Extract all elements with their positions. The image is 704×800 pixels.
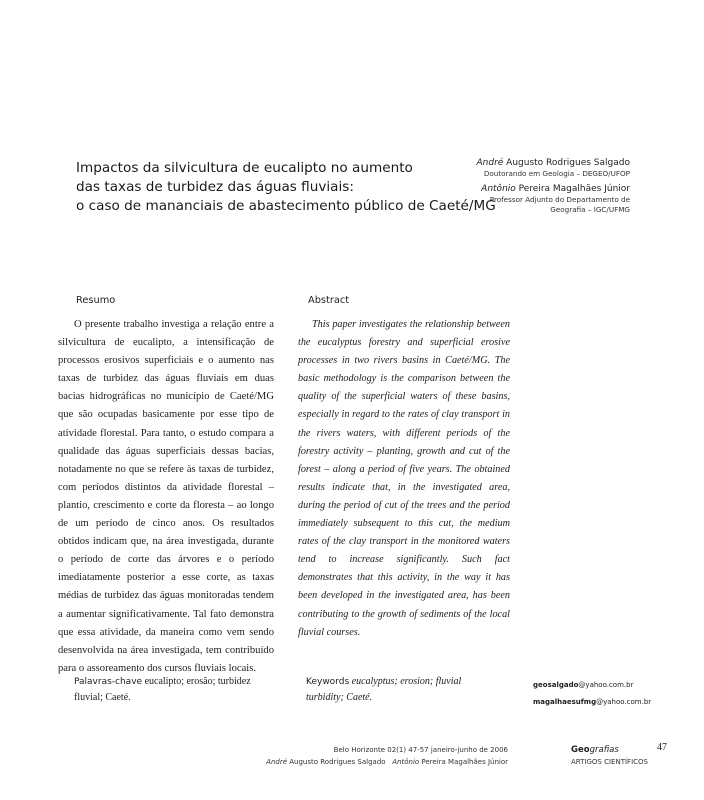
resumo-heading: Resumo [76,295,116,306]
keywords-en-label: Keywords [306,677,350,687]
author-1-surname: Augusto Rodrigues Salgado [503,158,630,168]
journal-name [571,744,648,756]
footer-author-2-first: Antônio [392,758,420,766]
author-2-surname: Pereira Magalhães Júnior [515,184,630,194]
keywords-en [306,674,496,706]
resumo-column [58,316,274,678]
footer-authors [266,756,508,768]
title-line-1: Impactos da silvicultura de eucalipto no aumento [76,160,413,176]
journal-section: ARTIGOS CIENTÍFICOS [571,758,648,766]
author-2-affiliation-line-1: Professor Adjunto do Departamento de [489,195,630,204]
email-1-user: geosalgado [533,681,579,689]
email-list [533,677,651,711]
keywords-en-value: eucalyptus; erosion; fluvial turbidity; Caeté. [306,676,462,703]
author-1-affiliation: Doutorando em Geologia – DEGEO/UFOP [483,169,630,178]
title-line-3: o caso de mananciais de abastecimento público de Caeté/MG [76,198,496,214]
footer-citation-line: Belo Horizonte 02(1) 47-57 janeiro-junho de 2006 [333,746,508,754]
email-1[interactable] [533,677,651,694]
footer-author-1-first: André [266,758,288,766]
footer-citation [266,744,508,768]
keywords-pt [74,674,274,706]
author-1 [430,157,630,179]
email-2-domain: @yahoo.com.br [596,698,652,706]
author-1-first-name: André [476,158,504,168]
page-number: 47 [657,742,667,753]
author-2 [430,183,630,215]
email-2[interactable] [533,694,651,711]
resumo-text: O presente trabalho investiga a relação entre a silvicultura de eucalipto, a intensificação de processos erosivos superficiais e o aumento nas taxas de turbidez das águas fluviais em duas bacias hidrográficas no município de Caeté/MG que são ocupadas basicamente por esse tipo de atividade florestal. Para tanto, o estudo compara a qualidade das águas superficiais dessas bacias, notadamente no que se refere às taxas de turbidez, com períodos distintos da atividade florestal – plantio, crescimento e corte da floresta – ao longo de um período de cinco anos. Os resultados obtidos indicam que, na área investigada, durante o período de corte das árvores e o período imediatamente posterior a esse corte, as taxas médias de turbidez das águas monitoradas tendem a aumentar significativamente. Tal fato demonstra que essa atividade, da maneira como vem sendo desenvolvida na área investigada, tem contribuído para o assoreamento dos cursos fluviais locais. [58,319,274,674]
email-1-domain: @yahoo.com.br [578,681,634,689]
email-2-user: magalhaesufmg [533,698,597,706]
footer-author-2-rest: Pereira Magalhães Júnior [419,758,508,766]
journal-name-italic: grafias [589,745,619,755]
abstract-column [298,316,510,642]
author-2-first-name: Antônio [481,184,516,194]
footer-journal [571,744,648,768]
abstract-text: This paper investigates the relationship between the eucalyptus forestry and superficial erosive processes in two rivers basins in Caeté/MG. The basic methodology is the comparison between the quality of the superficial waters of these basins, especially in regard to the rates of clay transport in the rivers waters, with different periods of the forestry activity – planting, growth and cut of the forest – along a period of five years. The obtained results indicate that, in the investigated area, during the period of cut of the trees and the period immediately subsequent to this cut, the medium rates of the clay transport in the monitored waters tend to increase significantly. Such fact demonstrates that this activity, in the way it has been developed in the investigated area, has been contributing to the growth of sediments of the local fluvial courses. [298,319,510,638]
author-list [430,157,630,219]
author-2-affiliation-line-2: Geografia – IGC/UFMG [550,205,630,214]
title-line-2: das taxas de turbidez das águas fluviais: [76,179,354,195]
keywords-pt-label: Palavras-chave [74,677,143,687]
journal-name-bold: Geo [571,745,590,755]
keywords-pt-value: eucalipto; erosão; turbidez fluvial; Caeté. [74,676,251,703]
footer-author-1-rest: Augusto Rodrigues Salgado [287,758,386,766]
abstract-heading: Abstract [308,295,350,306]
